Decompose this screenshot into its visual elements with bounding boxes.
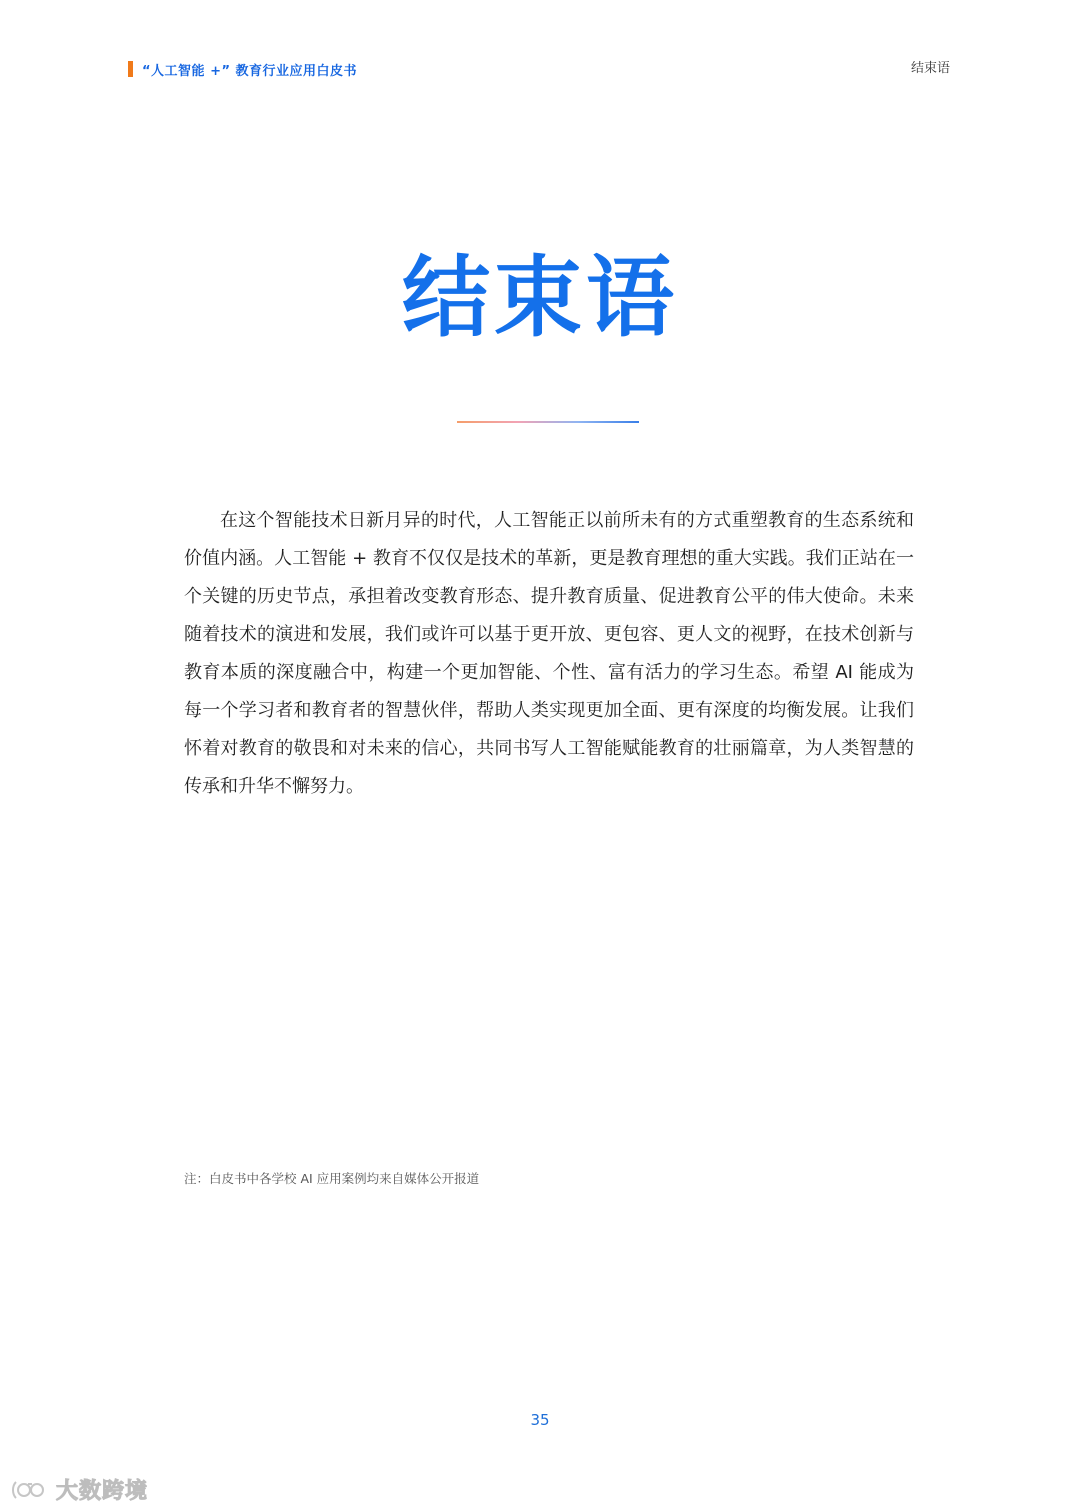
body-paragraph: 在这个智能技术日新月异的时代，人工智能正以前所未有的方式重塑教育的生态系统和价值内涵。人工智能 + 教育不仅仅是技术的革新，更是教育理想的重大实践。我们正站在一个关键的历史节点，承担着改变教育形态、提升教育质量、促进教育公平的伟大使命。未来随着技术的演进和发展，我们或许可以基于更开放、更包容、更人文的视野，在技术创新与教育本质的深度融合中，构建一个更加智能、个性、富有活力的学习生态。希望 AI 能成为每一个学习者和教育者的智慧伙伴，帮助人类实现更加全面、更有深度的均衡发展。让我们怀着对教育的敬畏和对未来的信心，共同书写人工智能赋能教育的壮丽篇章，为人类智慧的传承和升华不懈努力。 <box>184 510 914 797</box>
watermark-text: 大数跨境 <box>56 1479 149 1504</box>
watermark-logo-icon <box>10 1478 50 1502</box>
watermark <box>10 1474 148 1505</box>
section-name: 结束语 <box>910 61 950 76</box>
page-number: 35 <box>530 1411 550 1429</box>
document-title: “人工智能 +” 教育行业应用白皮书 <box>142 63 358 79</box>
header-accent-bar <box>128 61 133 77</box>
page-header <box>128 60 357 78</box>
page-title: 结束语 <box>401 246 678 349</box>
footnote: 注：白皮书中各学校 AI 应用案例均来自媒体公开报道 <box>184 1171 480 1186</box>
title-divider <box>457 421 639 423</box>
